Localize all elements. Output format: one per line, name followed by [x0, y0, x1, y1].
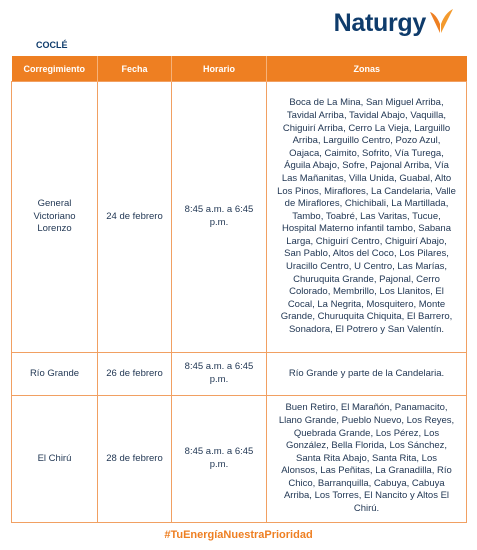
cell-horario: 8:45 a.m. a 6:45 p.m. [172, 353, 267, 396]
header-horario: Horario [172, 56, 267, 82]
cell-fecha: 26 de febrero [98, 353, 172, 396]
logo-wordmark: Naturgy [333, 9, 426, 37]
cell-horario: 8:45 a.m. a 6:45 p.m. [172, 396, 267, 523]
outage-schedule-table [11, 56, 467, 523]
header-corregimiento: Corregimiento [12, 56, 98, 82]
cell-fecha: 24 de febrero [98, 82, 172, 353]
cell-zonas: Boca de La Mina, San Miguel Arriba, Tavidal Arriba, Tavidal Abajo, Vaquilla, Chiguirí Arriba, Cerro La Vieja, Larguillo Arriba, Larguillo Centro, Pozo Azul, Oajaca, Caimito, Sofrito, Vía Turega, Águila Abajo, Sofre, Pajonal Arriba, Vía Las Mañanitas, Villa Unida, Guabal, Alto Los Pinos, Miraflores, La Candelaria, Valle de Miraflores, Chichibali, La Martillada, Tambo, Toabré, Las Varitas, Tucue, Hospital Materno infantil tambo, Sabana Larga, Chiguirí Centro, Chiguirí Abajo, San Pablo, Altos del Coco, Los Pilares, Uracillo Centro, U Centro, Las Marías, Churuquita Grande, Pajonal, Cerro Colorado, Membrillo, Los Llanitos, El Cocal, La Negrita, Mosquitero, Monte Grande, Churuquita Chiquita, El Barrero, Sonadora, El Potrero y San Valentín. [267, 82, 467, 353]
cell-corregimiento: Río Grande [12, 353, 98, 396]
table-header-row [12, 56, 467, 82]
campaign-hashtag: #TuEnergíaNuestraPrioridad [164, 529, 313, 541]
cell-corregimiento: El Chirú [12, 396, 98, 523]
cell-horario: 8:45 a.m. a 6:45 p.m. [172, 82, 267, 353]
naturgy-logo [334, 9, 455, 38]
table-row [12, 396, 467, 523]
cell-zonas: Río Grande y parte de la Candelaria. [267, 353, 467, 396]
header-fecha: Fecha [98, 56, 172, 82]
cell-fecha: 28 de febrero [98, 396, 172, 523]
table-row [12, 353, 467, 396]
region-title: COCLÉ [36, 40, 68, 50]
table-row [12, 82, 467, 353]
butterfly-icon [427, 8, 455, 34]
header-zonas: Zonas [267, 56, 467, 82]
cell-corregimiento: General Victoriano Lorenzo [12, 82, 98, 353]
cell-zonas: Buen Retiro, El Marañón, Panamacito, Llano Grande, Pueblo Nuevo, Los Reyes, Quebrada Grande, Los Pérez, Los González, Bella Florida, Los Sánchez, Santa Rita Abajo, Santa Rita, Los Alonsos, Las Peñitas, La Granadilla, Río Chico, Barranquilla, Cabuya, Cabuya Arriba, Los Torres, El Nancito y Altos El Chirú. [267, 396, 467, 523]
